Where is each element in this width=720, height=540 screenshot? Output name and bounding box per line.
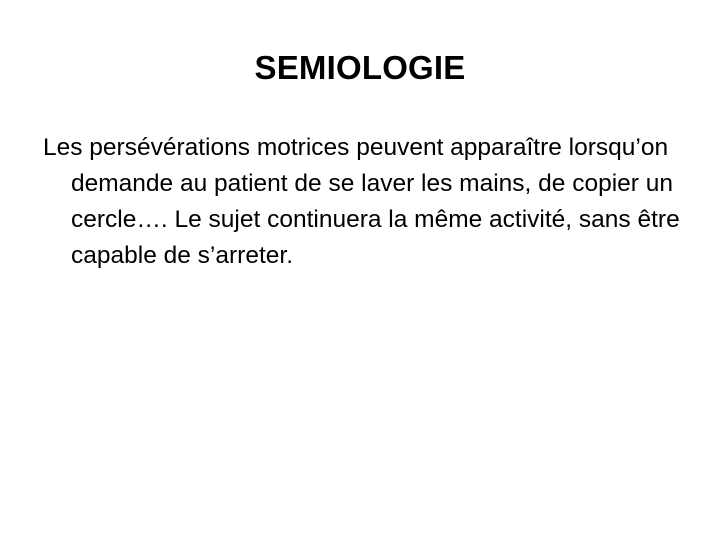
slide-title: SEMIOLOGIE [254,49,466,86]
slide-body-paragraph: Les persévérations motrices peuvent apparaître lorsqu’on demande au patient de se laver les mains, de copier un cercle…. Le sujet continuera la même activité, sans être capable de s’arreter. [43,134,680,269]
